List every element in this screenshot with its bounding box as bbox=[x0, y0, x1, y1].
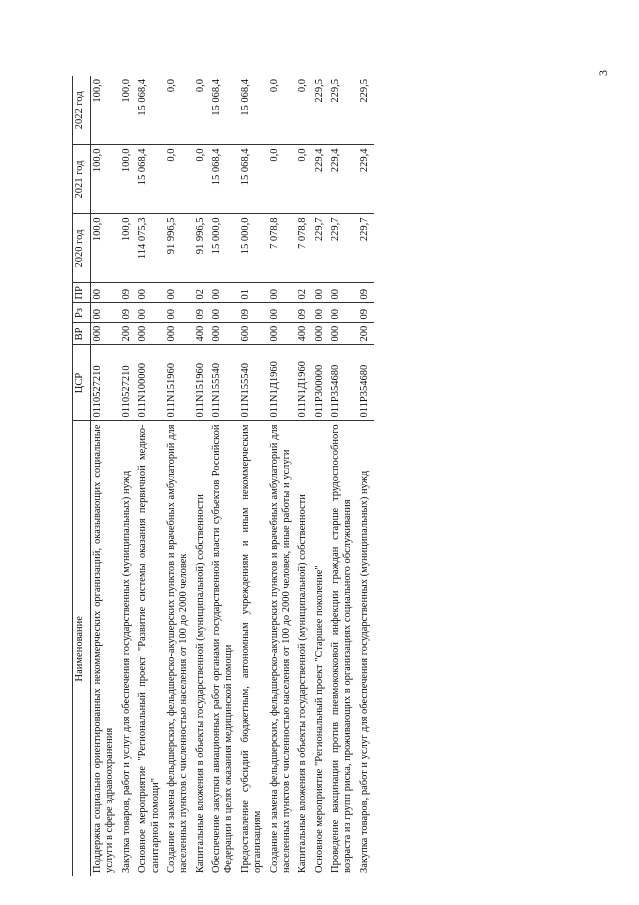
cell-name: Поддержка социально ориентированных некоммерческих организаций, оказывающих социальные услуги в сфере здравоохранения bbox=[92, 424, 116, 873]
cell-vr: 200 bbox=[120, 323, 136, 345]
cell-name: Обеспечение закупки авиационных работ органами государственной власти субъектов Российской Федерации в целях оказания медицинской помощи bbox=[211, 424, 235, 873]
cell-name: Создание и замена фельдшерских, фельдшерско-акушерских пунктов и врачебных амбулаторий для населенных пунктов с численностью населения от 100 до 2000 человек, иные работы и услуги bbox=[268, 424, 292, 873]
cell-csr: 0110527210 bbox=[91, 345, 120, 421]
cell-pr: 02 bbox=[296, 283, 312, 303]
cell-pr: 02 bbox=[194, 283, 210, 303]
page-number: 3 bbox=[596, 70, 610, 76]
cell-2021: 15 068,4 bbox=[210, 145, 239, 214]
cell-2022: 0,0 bbox=[296, 76, 312, 145]
cell-rz: 00 bbox=[91, 303, 120, 323]
cell-2020: 229,7 bbox=[358, 214, 374, 283]
cell-2022: 0,0 bbox=[268, 76, 297, 145]
cell-rz: 00 bbox=[136, 303, 165, 323]
table-row bbox=[210, 76, 239, 876]
cell-2021: 0,0 bbox=[296, 145, 312, 214]
cell-2020: 91 996,5 bbox=[165, 214, 194, 283]
cell-name: Закупка товаров, работ и услуг для обеспечения государственных (муниципальных) нужд bbox=[120, 470, 132, 873]
cell-pr: 00 bbox=[268, 283, 297, 303]
cell-vr: 000 bbox=[268, 323, 297, 345]
header-2021: 2021 год bbox=[73, 145, 91, 214]
cell-csr: 011N151960 bbox=[165, 345, 194, 421]
cell-2022: 0,0 bbox=[165, 76, 194, 145]
cell-vr: 200 bbox=[358, 323, 374, 345]
cell-2020: 15 000,0 bbox=[210, 214, 239, 283]
cell-name: Основное мероприятие "Региональный проект "Развитие системы оказания первичной медико-санитарной помощи" bbox=[137, 424, 161, 873]
cell-2022: 0,0 bbox=[194, 76, 210, 145]
cell-pr: 00 bbox=[91, 283, 120, 303]
cell-csr: 011P300000 bbox=[313, 345, 329, 421]
cell-2022: 15 068,4 bbox=[239, 76, 268, 145]
cell-vr: 400 bbox=[194, 323, 210, 345]
cell-vr: 000 bbox=[329, 323, 358, 345]
header-csr: ЦСР bbox=[73, 345, 91, 421]
cell-2021: 229,4 bbox=[313, 145, 329, 214]
cell-2022: 229,5 bbox=[329, 76, 358, 145]
cell-2021: 15 068,4 bbox=[136, 145, 165, 214]
cell-csr: 011N1Д1960 bbox=[296, 345, 312, 421]
cell-rz: 00 bbox=[268, 303, 297, 323]
table-row bbox=[91, 76, 120, 876]
cell-2021: 15 068,4 bbox=[239, 145, 268, 214]
budget-table bbox=[72, 76, 374, 876]
cell-rz: 09 bbox=[120, 303, 136, 323]
header-2022: 2022 год bbox=[73, 76, 91, 145]
cell-rz: 09 bbox=[194, 303, 210, 323]
table-row bbox=[268, 76, 297, 876]
cell-name: Предоставление субсидий бюджетным, автономным учреждениям и иным некоммерческим организациям bbox=[239, 424, 264, 873]
cell-pr: 00 bbox=[136, 283, 165, 303]
cell-csr: 011N100000 bbox=[136, 345, 165, 421]
cell-2020: 229,7 bbox=[313, 214, 329, 283]
cell-vr: 000 bbox=[313, 323, 329, 345]
cell-pr: 00 bbox=[329, 283, 358, 303]
cell-csr: 011N151960 bbox=[194, 345, 210, 421]
table-row bbox=[329, 76, 358, 876]
cell-2020: 91 996,5 bbox=[194, 214, 210, 283]
cell-2022: 100,0 bbox=[91, 76, 120, 145]
table-row bbox=[313, 76, 329, 876]
budget-table-rotated bbox=[72, 76, 527, 876]
cell-vr: 000 bbox=[91, 323, 120, 345]
table-header-row bbox=[73, 76, 91, 876]
table-row bbox=[120, 76, 136, 876]
table-row bbox=[239, 76, 268, 876]
cell-pr: 00 bbox=[313, 283, 329, 303]
cell-rz: 00 bbox=[210, 303, 239, 323]
cell-pr: 09 bbox=[358, 283, 374, 303]
table-row bbox=[194, 76, 210, 876]
cell-2021: 0,0 bbox=[165, 145, 194, 214]
header-name: Наименование bbox=[73, 421, 91, 876]
cell-vr: 000 bbox=[136, 323, 165, 345]
cell-2022: 229,5 bbox=[313, 76, 329, 145]
cell-pr: 00 bbox=[210, 283, 239, 303]
cell-name: Капитальные вложения в объекты государственной (муниципальной) собственности bbox=[297, 494, 309, 873]
cell-2020: 7 078,8 bbox=[268, 214, 297, 283]
cell-2022: 100,0 bbox=[120, 76, 136, 145]
cell-2021: 100,0 bbox=[120, 145, 136, 214]
cell-name: Закупка товаров, работ и услуг для обеспечения государственных (муниципальных) нужд bbox=[358, 470, 370, 873]
cell-2022: 15 068,4 bbox=[136, 76, 165, 145]
cell-pr: 01 bbox=[239, 283, 268, 303]
cell-2021: 100,0 bbox=[91, 145, 120, 214]
cell-vr: 600 bbox=[239, 323, 268, 345]
cell-2021: 229,4 bbox=[358, 145, 374, 214]
cell-2022: 229,5 bbox=[358, 76, 374, 145]
cell-rz: 00 bbox=[329, 303, 358, 323]
cell-csr: 011N155540 bbox=[239, 345, 268, 421]
cell-name: Проведение вакцинации против пневмококковой инфекции граждан старше трудоспособного возраста из групп риска, проживающих в организациях социального обслуживания bbox=[330, 424, 354, 873]
header-rz: Рз bbox=[73, 303, 91, 323]
cell-name: Капитальные вложения в объекты государственной (муниципальной) собственности bbox=[194, 494, 206, 873]
header-2020: 2020 год bbox=[73, 214, 91, 283]
cell-2020: 7 078,8 bbox=[296, 214, 312, 283]
cell-2021: 0,0 bbox=[194, 145, 210, 214]
table-row bbox=[136, 76, 165, 876]
header-vr: ВР bbox=[73, 323, 91, 345]
cell-csr: 011N1Д1960 bbox=[268, 345, 297, 421]
cell-2020: 100,0 bbox=[91, 214, 120, 283]
cell-2021: 229,4 bbox=[329, 145, 358, 214]
cell-csr: 011P354680 bbox=[329, 345, 358, 421]
table-row bbox=[358, 76, 374, 876]
cell-csr: 011N155540 bbox=[210, 345, 239, 421]
cell-2020: 229,7 bbox=[329, 214, 358, 283]
cell-2020: 114 075,3 bbox=[136, 214, 165, 283]
cell-2021: 0,0 bbox=[268, 145, 297, 214]
cell-2020: 100,0 bbox=[120, 214, 136, 283]
cell-name: Создание и замена фельдшерских, фельдшерско-акушерских пунктов и врачебных амбулаторий для населенных пунктов с численностью населения от 100 до 2000 человек bbox=[165, 424, 190, 873]
cell-csr: 011P354680 bbox=[358, 345, 374, 421]
cell-rz: 00 bbox=[313, 303, 329, 323]
cell-vr: 000 bbox=[165, 323, 194, 345]
cell-2022: 15 068,4 bbox=[210, 76, 239, 145]
cell-rz: 09 bbox=[358, 303, 374, 323]
cell-rz: 09 bbox=[296, 303, 312, 323]
header-pr: ПР bbox=[73, 283, 91, 303]
cell-name: Основное мероприятие "Региональный проект "Старшее поколение" bbox=[313, 565, 325, 873]
table-row bbox=[165, 76, 194, 876]
cell-pr: 00 bbox=[165, 283, 194, 303]
cell-2020: 15 000,0 bbox=[239, 214, 268, 283]
cell-vr: 000 bbox=[210, 323, 239, 345]
cell-rz: 09 bbox=[239, 303, 268, 323]
table-row bbox=[296, 76, 312, 876]
cell-rz: 00 bbox=[165, 303, 194, 323]
cell-csr: 0110527210 bbox=[120, 345, 136, 421]
cell-vr: 400 bbox=[296, 323, 312, 345]
cell-pr: 09 bbox=[120, 283, 136, 303]
